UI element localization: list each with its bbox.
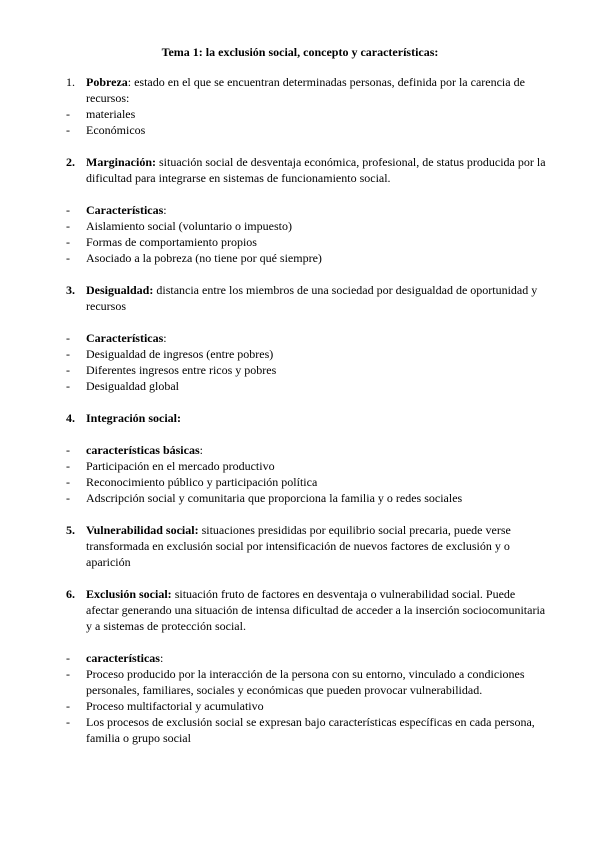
section-marginacion [66,154,546,186]
term: Integración social: [86,411,181,425]
definition: situación social de desventaja económica, profesional, de status producida por la dificultad para integrarse en sistemas de funcionamiento social. [86,155,546,185]
item-number: 5. [66,523,75,537]
document-title: Tema 1: la exclusión social, concepto y características: [161,45,439,59]
definition: distancia entre los miembros de una sociedad por desigualdad de oportunidad y recursos [86,283,538,313]
list-item: - Proceso producido por la interacción de la persona con su entorno, vinculado a condiciones personales, familiares, sociales y económicas que pueden provocar vulnerabilidad. [66,667,525,697]
numbered-item [66,522,546,570]
subheading: - Características: [66,331,167,345]
list-item: - Aislamiento social (voluntario o impuesto) [66,219,292,233]
section-integracion [66,410,546,426]
subheading: - características básicas: [66,443,203,457]
list-item: - Los procesos de exclusión social se expresan bajo características específicas en cada persona, familia o grupo social [66,715,535,745]
item-number: 1. [66,75,75,89]
definition: situación fruto de factores en desventaja o vulnerabilidad social. Puede afectar generando una situación de intensa dificultad de acceder a la inserción sociocomunitaria y a sistemas de protección social. [86,587,546,633]
list-item: - Desigualdad de ingresos (entre pobres) [66,347,274,361]
list-item: - Económicos [66,123,146,137]
list-item: - Diferentes ingresos entre ricos y pobres [66,363,277,377]
list-item: - Reconocimiento público y participación política [66,475,318,489]
definition: : estado en el que se encuentran determinadas personas, definida por la carencia de recursos: [86,75,525,105]
section-marginacion-characteristics [66,202,546,266]
term: Vulnerabilidad social: [86,523,199,537]
numbered-item [66,74,546,106]
item-number: 4. [66,411,75,425]
term: Exclusión social: [86,587,172,601]
term: Desigualdad: [86,283,154,297]
list-item: - Adscripción social y comunitaria que proporciona la familia y o redes sociales [66,491,463,505]
definition: situaciones presididas por equilibrio social precaria, puede verse transformada en exclusión social por intensificación de nuevos factores de exclusión y o aparición [86,523,511,569]
item-number: 6. [66,587,75,601]
numbered-item [66,154,546,186]
numbered-item [66,282,546,314]
section-vulnerabilidad [66,522,546,570]
list-item: - Formas de comportamiento propios [66,235,257,249]
section-desigualdad [66,282,546,314]
section-integracion-characteristics [66,442,546,506]
term: Marginación: [86,155,156,169]
section-exclusion [66,586,546,634]
section-pobreza [66,74,546,138]
subheading: - características: [66,651,164,665]
list-item: - Desigualdad global [66,379,179,393]
section-exclusion-characteristics [66,650,546,746]
numbered-item [66,586,546,634]
section-desigualdad-characteristics [66,330,546,394]
list-item: - Proceso multifactorial y acumulativo [66,699,264,713]
item-number: 2. [66,155,75,169]
list-item: - Participación en el mercado productivo [66,459,275,473]
subheading: - Características: [66,203,167,217]
item-number: 3. [66,283,75,297]
list-item: - materiales [66,107,136,121]
numbered-item [66,410,546,426]
term: Pobreza [86,75,128,89]
list-item: - Asociado a la pobreza (no tiene por qué siempre) [66,251,322,265]
